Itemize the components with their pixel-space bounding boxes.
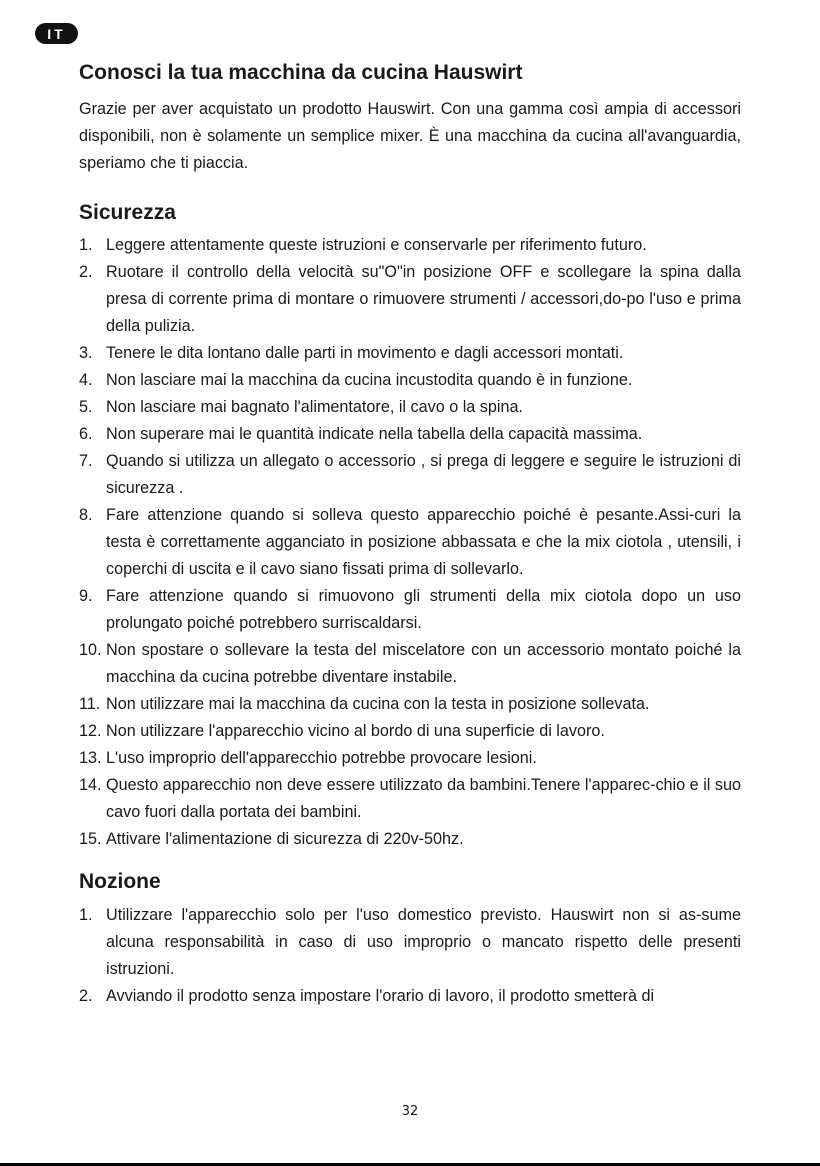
list-item-number: 11.: [79, 695, 101, 713]
list-item-text: Quando si utilizza un allegato o accessorio , si prega di leggere e seguire le istruzioni di sicurezza .: [106, 452, 741, 497]
list-item-text: Non utilizzare l'apparecchio vicino al bordo di una superficie di lavoro.: [106, 722, 605, 740]
section-heading-sicurezza: Sicurezza: [79, 201, 176, 224]
list-item-number: 12.: [79, 722, 102, 740]
list-item-number: 1.: [79, 906, 93, 924]
page-number: 32: [401, 1104, 419, 1119]
list-item: [79, 583, 741, 637]
list-item-number: 13.: [79, 749, 102, 767]
list-item-text: Leggere attentamente queste istruzioni e conservarle per riferimento futuro.: [106, 236, 647, 254]
list-item-number: 5.: [79, 398, 93, 416]
list-item-number: 8.: [79, 506, 93, 524]
list-item-text: Utilizzare l'apparecchio solo per l'uso domestico previsto. Hauswirt non si as-sume alcuna responsabilità in caso di uso improprio o mancato rispetto delle presenti istruzioni.: [106, 906, 741, 978]
list-item: [79, 367, 741, 394]
list-item-text: Avviando il prodotto senza impostare l'orario di lavoro, il prodotto smetterà di: [106, 987, 655, 1005]
page-title: Conosci la tua macchina da cucina Hauswirt: [79, 61, 523, 84]
list-item: [79, 421, 741, 448]
list-item-text: Non superare mai le quantità indicate nella tabella della capacità massima.: [106, 425, 643, 443]
list-item-number: 10.: [79, 641, 102, 659]
list-item-text: Non utilizzare mai la macchina da cucina con la testa in posizione sollevata.: [106, 695, 650, 713]
list-item: [79, 340, 741, 367]
list-item-text: Tenere le dita lontano dalle parti in movimento e dagli accessori montati.: [106, 344, 624, 362]
list-item-number: 2.: [79, 263, 93, 281]
list-item-text: Fare attenzione quando si rimuovono gli strumenti della mix ciotola dopo un uso prolungato poiché potrebbero surriscaldarsi.: [106, 587, 741, 632]
list-item-number: 4.: [79, 371, 93, 389]
list-item: [79, 745, 741, 772]
list-item: [79, 259, 741, 340]
list-item-number: 3.: [79, 344, 93, 362]
list-item: [79, 983, 741, 1010]
list-item-text: Ruotare il controllo della velocità su"O"in posizione OFF e scollegare la spina dalla presa di corrente prima di montare o rimuovere strumenti / accessori,do-po l'uso e prima della pulizia.: [106, 263, 741, 335]
list-item-text: Fare attenzione quando si solleva questo apparecchio poiché è pesante.Assi-curi la testa è correttamente agganciato in posizione abbassata e che la mix ciotola , utensili, i coperchi di uscita e il cavo siano fissati prima di sollevarlo.: [106, 506, 741, 578]
list-item-number: 9.: [79, 587, 93, 605]
list-item-number: 15.: [79, 830, 102, 848]
list-item-text: Questo apparecchio non deve essere utilizzato da bambini.Tenere l'apparec-chio e il suo cavo fuori dalla portata dei bambini.: [106, 776, 741, 821]
list-item-text: L'uso improprio dell'apparecchio potrebbe provocare lesioni.: [106, 749, 537, 767]
list-item-number: 6.: [79, 425, 93, 443]
language-badge: IT: [35, 23, 78, 44]
list-item: [79, 718, 741, 745]
list-item: [79, 394, 741, 421]
list-item-text: Non spostare o sollevare la testa del miscelatore con un accessorio montato poiché la macchina da cucina potrebbe diventare instabile.: [106, 641, 741, 686]
list-item-number: 7.: [79, 452, 93, 470]
list-item: [79, 826, 741, 853]
list-item-text: Non lasciare mai la macchina da cucina incustodita quando è in funzione.: [106, 371, 633, 389]
section-heading-nozione: Nozione: [79, 870, 161, 893]
list-item: [79, 232, 741, 259]
list-item: [79, 637, 741, 691]
list-item-number: 14.: [79, 776, 102, 794]
list-item-number: 1.: [79, 236, 93, 254]
list-item-text: Non lasciare mai bagnato l'alimentatore, il cavo o la spina.: [106, 398, 523, 416]
list-item-text: Attivare l'alimentazione di sicurezza di 220v-50hz.: [106, 830, 464, 848]
list-item: [79, 448, 741, 502]
list-item: [79, 691, 741, 718]
list-item-number: 2.: [79, 987, 93, 1005]
list-item: [79, 902, 741, 983]
intro-paragraph: Grazie per aver acquistato un prodotto Hauswirt. Con una gamma così ampia di accessori disponibili, non è solamente un semplice mixer. È una macchina da cucina all'avanguardia, speriamo che ti piaccia.: [79, 100, 741, 172]
list-item: [79, 502, 741, 583]
list-item: [79, 772, 741, 826]
